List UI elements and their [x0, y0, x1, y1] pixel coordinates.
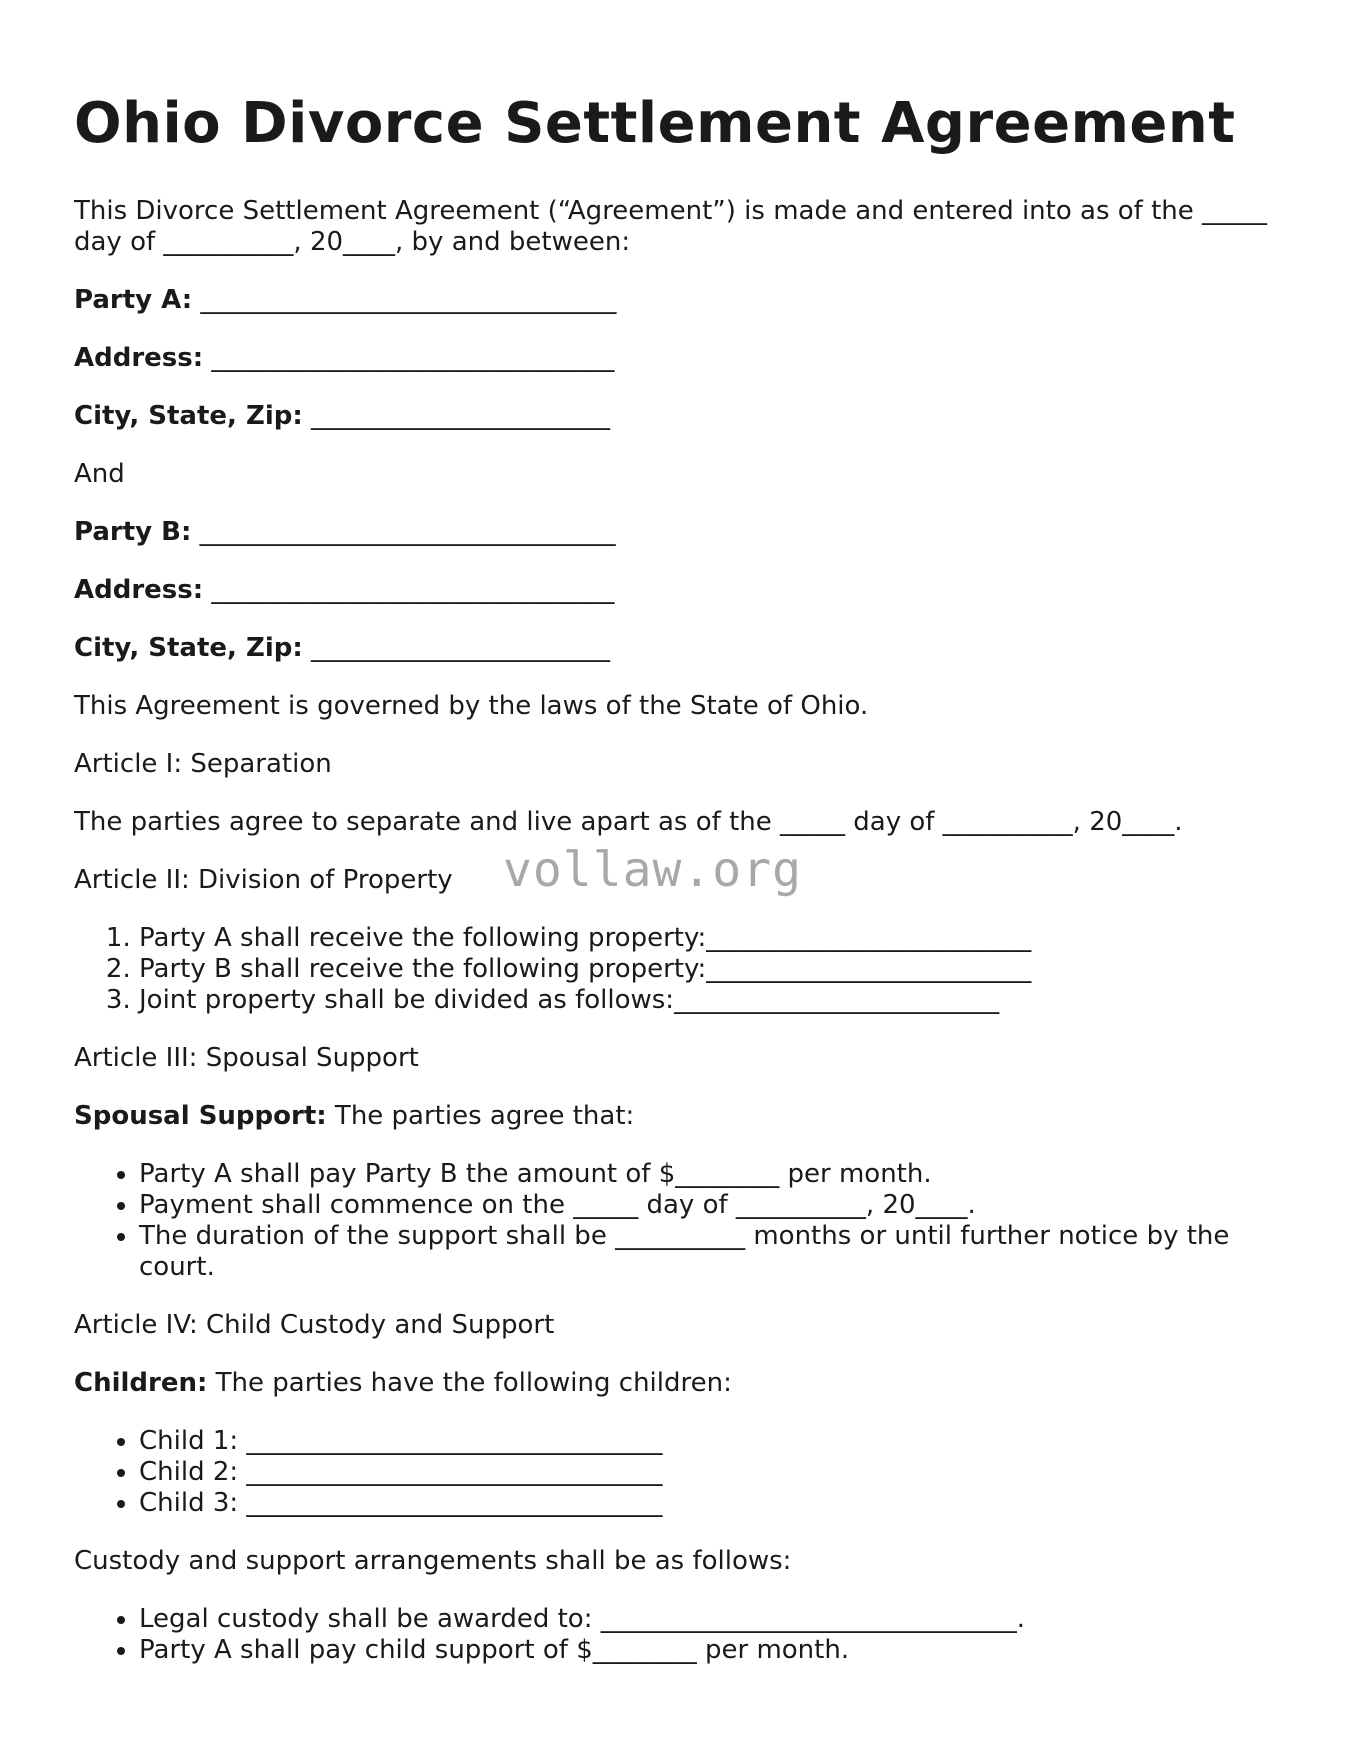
- party-a-address-label: Address:: [74, 343, 204, 373]
- children-lead-text: The parties have the following children:: [207, 1368, 732, 1398]
- list-item: • Payment shall commence on the _____ day of __________, 20____.: [139, 1190, 1274, 1221]
- list-item: • Party A shall pay Party B the amount of $________ per month.: [139, 1159, 1274, 1190]
- watermark: vollaw.org: [503, 842, 802, 898]
- spousal-support-lead-text: The parties agree that:: [326, 1101, 635, 1131]
- spousal-support-label: Spousal Support:: [74, 1101, 327, 1131]
- party-a-address-blank: _______________________________: [203, 343, 615, 373]
- children-list: [74, 1426, 1274, 1519]
- arrangements-text: Custody and support arrangements shall be as follows:: [74, 1546, 792, 1576]
- list-item: • Party A shall pay child support of $________ per month.: [139, 1635, 1274, 1666]
- party-b-address-line: [74, 575, 1274, 606]
- list-item: • Legal custody shall be awarded to: ________________________________.: [139, 1604, 1274, 1635]
- party-a-city-line: [74, 401, 1274, 432]
- party-b-city-blank: _______________________: [302, 633, 611, 663]
- arrangements-list: [74, 1604, 1274, 1666]
- list-item: 1. Party A shall receive the following property:_________________________: [139, 923, 1274, 954]
- list-item: 2. Party B shall receive the following property:_________________________: [139, 954, 1274, 985]
- list-item: • Child 1: ________________________________: [139, 1426, 1274, 1457]
- party-a-address-line: [74, 343, 1274, 374]
- list-item: • The duration of the support shall be __________ months or until further notice by the court.: [139, 1221, 1274, 1283]
- article-2-heading: Article II: Division of Property: [74, 865, 453, 895]
- spousal-support-lead: [74, 1101, 1274, 1132]
- party-a-city-blank: _______________________: [302, 401, 611, 431]
- property-list: [74, 923, 1274, 1016]
- party-b-name-label: Party B:: [74, 517, 192, 547]
- article-1-heading: Article I: Separation: [74, 749, 332, 779]
- party-b-city-line: [74, 633, 1274, 664]
- party-a-city-label: City, State, Zip:: [74, 401, 303, 431]
- article-4-heading: Article IV: Child Custody and Support: [74, 1310, 555, 1340]
- party-a-name-label: Party A:: [74, 285, 193, 315]
- governing-law-text: This Agreement is governed by the laws of the State of Ohio.: [74, 691, 869, 721]
- party-a-name-line: [74, 285, 1274, 316]
- document-title: Ohio Divorce Settlement Agreement: [74, 91, 1236, 156]
- children-lead: [74, 1368, 1274, 1399]
- list-item: • Child 2: ________________________________: [139, 1457, 1274, 1488]
- children-label: Children:: [74, 1368, 208, 1398]
- party-b-name-blank: ________________________________: [191, 517, 616, 547]
- article-3-heading: Article III: Spousal Support: [74, 1043, 419, 1073]
- spousal-support-list: [74, 1159, 1274, 1283]
- and-text: And: [74, 459, 125, 489]
- article-1-text: The parties agree to separate and live apart as of the _____ day of __________, 20____.: [74, 807, 1183, 837]
- party-a-name-blank: ________________________________: [192, 285, 617, 315]
- list-item: 3. Joint property shall be divided as follows:_________________________: [139, 985, 1274, 1016]
- list-item: • Child 3: ________________________________: [139, 1488, 1274, 1519]
- intro-paragraph: This Divorce Settlement Agreement (“Agreement”) is made and entered into as of the _____ day of __________, 20____, by and between:: [74, 196, 1268, 257]
- party-b-name-line: [74, 517, 1274, 548]
- party-b-address-label: Address:: [74, 575, 204, 605]
- party-b-city-label: City, State, Zip:: [74, 633, 303, 663]
- party-b-address-blank: _______________________________: [203, 575, 615, 605]
